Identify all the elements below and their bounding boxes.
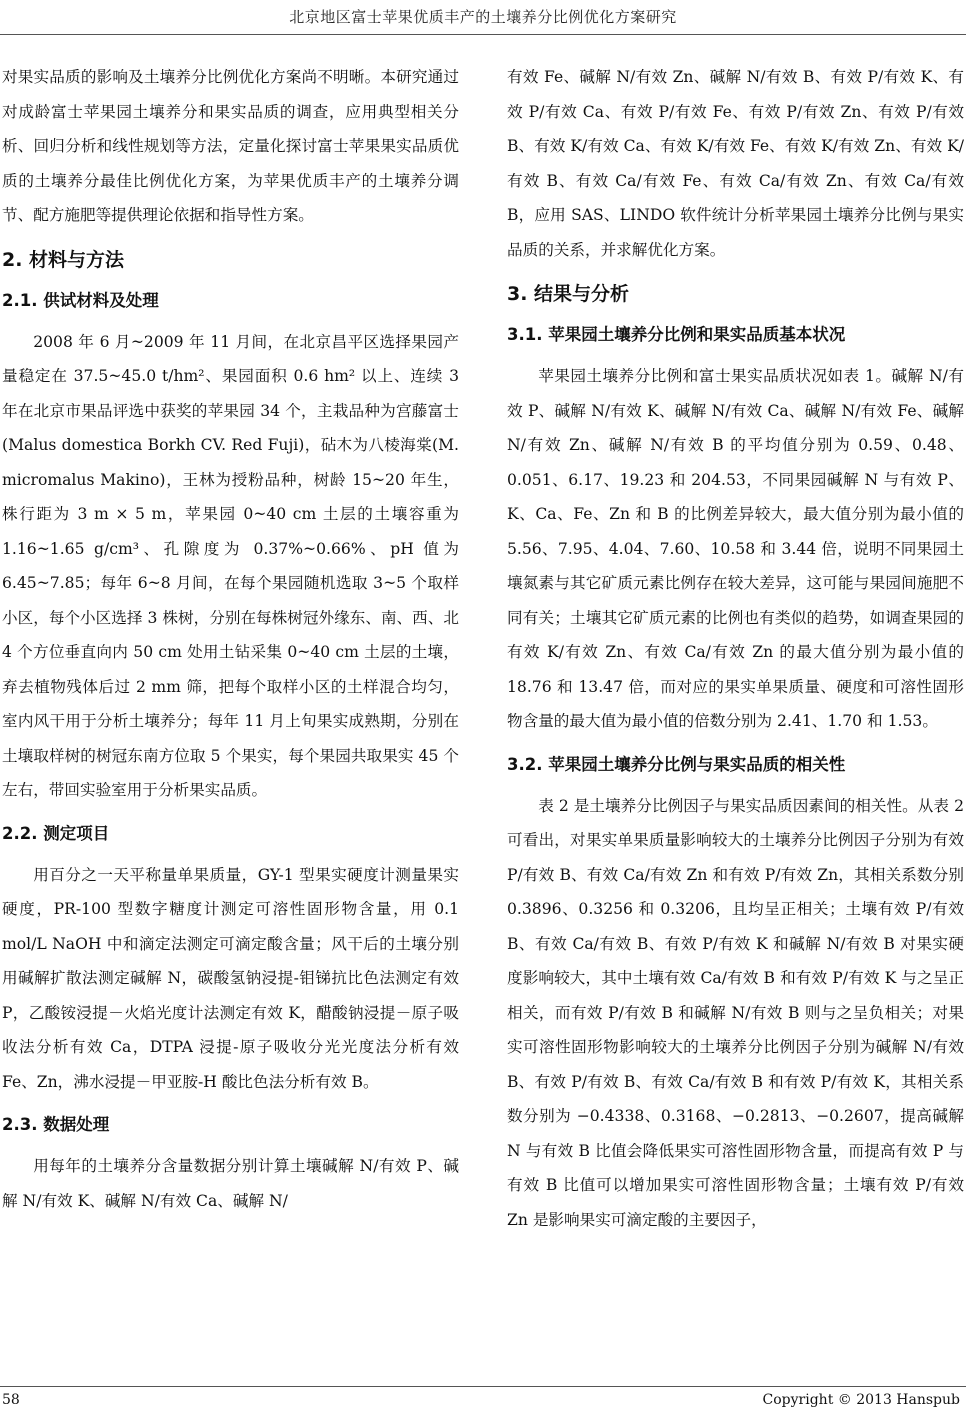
section-3-heading: 3. 结果与分析 [507,283,630,305]
footer-divider [0,1386,966,1387]
subsection-2-2-heading: 2.2. 测定项目 [2,823,110,843]
subsection-3-2-paragraph: 表 2 是土壤养分比例因子与果实品质因素间的相关性。从表 2 可看出，对果实单果质量影响较大的土壤养分比例因子分别为有效 P/有效 B、有效 Ca/有效 Zn 和有效 P/有效 Zn，其相关系数分别 0.3896、0.3256 和 0.3206，且均呈正相关；土壤有效 P/有效 B、有效 Ca/有效 B、有效 P/有效 K 和碱解 N/有效 B 对果实硬度影响较大，其中土壤有效 Ca/有效 B 和有效 P/有效 K 与之呈正相关，而有效 P/有效 B 和碱解 N/有效 B 则与之呈负相关；对果实可溶性固形物影响较大的土壤养分比例因子分别为碱解 N/有效 B、有效 P/有效 B、有效 Ca/有效 B 和有效 P/有效 K，其相关系数分别为 −0.4338、0.3168、−0.2813、−0.2607，提高碱解 N 与有效 B 比值会降低果实可溶性固形物含量，而提高有效 P 与有效 B 比值可以增加果实可溶性固形物含量；土壤有效 P/有效 Zn 是影响果实可滴定酸的主要因子， [507,796,964,1229]
subsection-3-2-heading: 3.2. 苹果园土壤养分比例与果实品质的相关性 [507,754,846,774]
subsection-2-3-paragraph: 用每年的土壤养分含量数据分别计算土壤碱解 N/有效 P、碱解 N/有效 K、碱解 N/有效 Ca、碱解 N/ [2,1157,459,1210]
continued-paragraph: 有效 Fe、碱解 N/有效 Zn、碱解 N/有效 B、有效 P/有效 K、有效 P/有效 Ca、有效 P/有效 Fe、有效 P/有效 Zn、有效 P/有效 B、有效 K/有效 Ca、有效 K/有效 Fe、有效 K/有效 Zn、有效 K/有效 B、有效 Ca/有效 Fe、有效 Ca/有效 Zn、有效 Ca/有效 B，应用 SAS、LINDO 软件统计分析苹果园土壤养分比例与果实品质的关系，并求解优化方案。 [507,68,964,259]
subsection-2-1-paragraph: 2008 年 6 月~2009 年 11 月间，在北京昌平区选择果园产量稳定在 37.5~45.0 t/hm²、果园面积 0.6 hm² 以上、连续 3 年在北京市果品评选中获奖的苹果园 34 个，主栽品种为宫藤富士(Malus domestica Borkh CV. Red Fuji)，砧木为八棱海棠(M. micromalus Makino)，王林为授粉品种，树龄 15~20 年生，株行距为 3 m × 5 m，苹果园 0~40 cm 土层的土壤容重为 1.16~1.65 g/cm³、孔隙度为 0.37%~0.66%、pH 值为 6.45~7.85；每年 6~8 月间，在每个果园随机选取 3~5 个取样小区，每个小区选择 3 株树，分别在每株树冠外缘东、南、西、北 4 个方位垂直向内 50 cm 处用土钻采集 0~40 cm 土层的土壤，弃去植物残体后过 2 mm 筛，把每个取样小区的土样混合均匀，室内风干用于分析土壤养分；每年 11 月上旬果实成熟期，分别在土壤取样树的树冠东南方位取 5 个果实，每个果园共取果实 45 个左右，带回实验室用于分析果实品质。 [2,332,459,799]
left-column [2,60,459,1380]
right-column [507,60,964,1380]
page-number: 58 [2,1392,20,1408]
subsection-2-2-paragraph: 用百分之一天平称量单果质量，GY-1 型果实硬度计测量果实硬度，PR-100 型数字糖度计测定可溶性固形物含量，用 0.1 mol/L NaOH 中和滴定法测定可滴定酸含量；风干后的土壤分别用碱解扩散法测定碱解 N，碳酸氢钠浸提-钼锑抗比色法测定有效 P，乙酸铵浸提－火焰光度计法测定有效 K，醋酸钠浸提－原子吸收法分析有效 Ca，DTPA 浸提-原子吸收分光光度法分析有效 Fe、Zn，沸水浸提－甲亚胺-H 酸比色法分析有效 B。 [2,865,459,1091]
header-divider [0,34,966,35]
subsection-2-1-heading: 2.1. 供试材料及处理 [2,290,159,310]
subsection-3-1-heading: 3.1. 苹果园土壤养分比例和果实品质基本状况 [507,325,846,344]
subsection-3-1-paragraph: 苹果园土壤养分比例和富士果实品质状况如表 1。碱解 N/有效 P、碱解 N/有效 K、碱解 N/有效 Ca、碱解 N/有效 Fe、碱解 N/有效 Zn、碱解 N/有效 B 的平均值分别为 0.59、0.48、0.051、6.17、19.23 和 204.53，不同果园碱解 N 与有效 P、K、Ca、Fe、Zn 和 B 的比例差异较大，最大值分别为最小值的 5.56、7.95、4.04、7.60、10.58 和 3.44 倍，说明不同果园土壤氮素与其它矿质元素比例存在较大差异，这可能与果园间施肥不同有关；土壤其它矿质元素的比例也有类似的趋势，如调查果园的有效 K/有效 Zn、有效 Ca/有效 Zn 的最大值分别为最小值的 18.76 和 13.47 倍，而对应的果实单果质量、硬度和可溶性固形物含量的最大值为最小值的倍数分别为 2.41、1.70 和 1.53。 [507,367,964,730]
intro-paragraph: 对果实品质的影响及土壤养分比例优化方案尚不明晰。本研究通过对成龄富士苹果园土壤养分和果实品质的调查，应用典型相关分析、回归分析和线性规划等方法，定量化探讨富士苹果果实品质优质的土壤养分最佳比例优化方案，为苹果优质丰产的土壤养分调节、配方施肥等提供理论依据和指导性方案。 [2,68,459,224]
copyright-notice: Copyright © 2013 Hanspub [762,1392,960,1408]
subsection-2-3-heading: 2.3. 数据处理 [2,1115,110,1134]
section-2-heading: 2. 材料与方法 [2,248,125,271]
running-title: 北京地区富士苹果优质丰产的土壤养分比例优化方案研究 [289,8,677,26]
